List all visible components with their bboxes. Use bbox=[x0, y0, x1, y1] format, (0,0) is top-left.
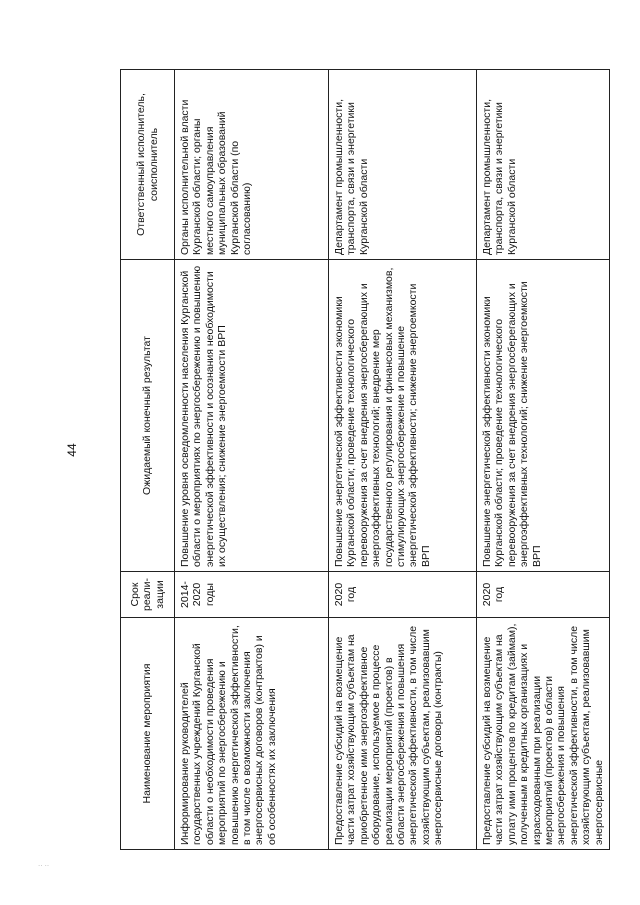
table-row bbox=[329, 70, 477, 850]
header-name: Наименование мероприятия bbox=[121, 618, 175, 850]
table-header-row bbox=[121, 70, 175, 850]
cell-name: Предоставление субсидий на возмещение части затрат хозяйствующим субъектам на уплату ими процентов по кредитам (займам), полученным в кредитных организациях и израсходованным при реализации мероприятий (проектов) в области энергосбережения и повышения энергетической эффективности, в том числе хозяйствующим субъектам, реализовавшим энергосервисные bbox=[477, 618, 610, 850]
header-term: Срок реали-зации bbox=[121, 572, 175, 618]
cell-term: 2014-2020 годы bbox=[175, 572, 329, 618]
cell-term: 2020 год bbox=[329, 572, 477, 618]
page-number: 44 bbox=[65, 443, 79, 457]
cell-result: Повышение уровня осведомленности населения Курганской области о мероприятиях по энергосбережению и повышению энергетической эффективности и осознания необходимости их осуществления; снижение энергоемкости ВРП bbox=[175, 260, 329, 572]
rotated-table-wrapper bbox=[120, 70, 605, 850]
cell-result: Повышение энергетической эффективности экономики Курганской области; проведение технологического перевооружения за счет внедрения энергосберегающих и энергоэффективных технологий; снижение энергоемкости ВРП bbox=[477, 260, 610, 572]
table-row bbox=[175, 70, 329, 850]
cell-executor: Департамент промышленности, транспорта, связи и энергетики Курганской области bbox=[477, 70, 610, 260]
cell-executor: Органы исполнительной власти Курганской области; органы местного самоуправления муниципальных образований Курганской области (по согласованию) bbox=[175, 70, 329, 260]
measures-table bbox=[120, 69, 610, 850]
cell-result: Повышение энергетической эффективности экономики Курганской области; проведение технологического перевооружения за счет внедрения энергосберегающих и энергоэффективных технологий; внедрение мер государственного регулирования и финансовых механизмов, стимулирующих энергосбережение и повышение энергетической эффективности; снижение энергоемкости ВРП bbox=[329, 260, 477, 572]
cell-name: Предоставление субсидий на возмещение части затрат хозяйствующим субъектам на приобретенное ими энергоэффективное оборудование, используемое в процессе реализации мероприятий (проектов) в области энергосбережения и повышения энергетической эффективности, в том числе хозяйствующим субъектам, реализовавшим энергосервисные договоры (контракты) bbox=[329, 618, 477, 850]
cell-executor: Департамент промышленности, транспорта, связи и энергетики Курганской области bbox=[329, 70, 477, 260]
cell-term: 2020 год bbox=[477, 572, 610, 618]
cell-name: Информирование руководителей государственных учреждений Курганской области о необходимости проведения мероприятий по энергосбережению и повышению энергетической эффективности, в том числе о возможности заключения энергосервисных договоров (контрактов) и об особенностях их заключения bbox=[175, 618, 329, 850]
table-row bbox=[477, 70, 610, 850]
header-result: Ожидаемый конечный результат bbox=[121, 260, 175, 572]
header-executor: Ответственный исполнитель, соисполнитель bbox=[121, 70, 175, 260]
scan-artifact: .. .. bbox=[38, 859, 50, 868]
